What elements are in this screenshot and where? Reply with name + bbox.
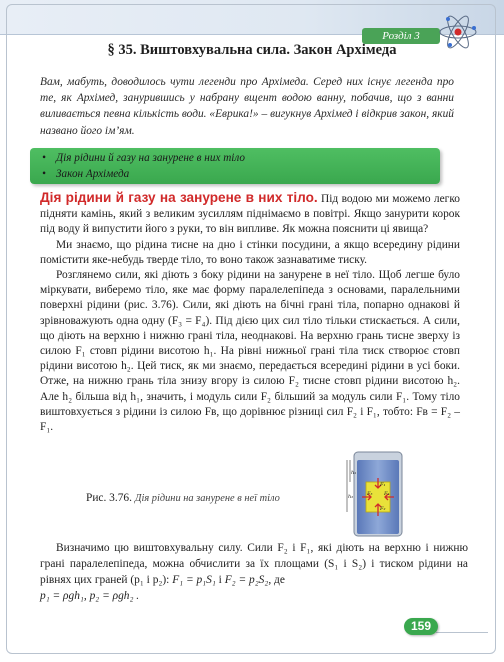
paragraph-text: Під водою ми можемо легко підняти камінь, який з великим зусиллям піднімаємо в повітрі. Якщо занурити корок під воду й випустити його з руки, то він випливе. Як можна пояснити ці явища? [40, 193, 460, 236]
h1-mark: h₁ [351, 470, 357, 476]
paragraph: Розглянемо сили, які діють з боку рідини на занурене в неї тіло. Щоб легше було міркувати, виберемо тіло, яке має форму паралелепіпеда з основами, паралельними поверхні рідини (рис. 3.76). Сили, які діють на бічні грані тіла, попарно однакові й зрівноважують одна одну (F₃ = F₄). Під дією цих сил тіло тільки стискається. А сили, що діють на верхню і нижню грані тіла, неоднакові. На верхню грань тисне зверху із силою F₁ стовп рідини висотою h₁. На рівні нижньої грані тіла тиск створює стовп рідини висотою h₂. Цей тиск, як ми знаємо, передається всередині рідини в усі боки. Отже, на нижню грань тіла знизу вгору із силою F₂ тисне стовп рідини висотою h₂. Але h₂ більша від h₁, значить, і модуль сили F₂ більший за модуль сили F₁. Тому тіло виштовхується з рідини із силою Fв, що дорівнює різниці сил F₂ і F₁, тобто: Fв = F₂ – F₁. [40, 269, 460, 434]
paragraph [40, 190, 460, 238]
page-number: 159 [404, 618, 438, 635]
topic-item: • Закон Архімеда [56, 166, 440, 182]
figure-immersed-body [346, 448, 410, 538]
f1-mark: F₁ [380, 482, 386, 488]
formula-p2: p₂ = ρgh₂ . [89, 590, 140, 602]
formula-p1: p₁ = ρgh₁, [40, 590, 87, 602]
formula-f1: F₁ = p₁S₁ [172, 574, 216, 586]
figure-label: Рис. 3.76. [86, 492, 132, 504]
topics-box [30, 148, 440, 184]
section-title: § 35. Виштовхувальна сила. Закон Архімеда [107, 42, 397, 58]
bottom-text [40, 540, 468, 604]
h2-mark: h₂ [348, 494, 354, 500]
topic-item: • Дія рідини й газу на занурене в них тіло [56, 150, 440, 166]
f3-mark: F₃ [367, 491, 373, 497]
body-text [40, 190, 460, 435]
paragraph [40, 588, 468, 604]
f2-mark: F₂ [380, 506, 386, 512]
connector: і [218, 574, 222, 586]
section-label: Розділ 3 [362, 28, 440, 44]
formula-tail: , де [268, 574, 285, 586]
intro-paragraph: Вам, мабуть, доводилось чути легенди про Архімеда. Серед них існує легенда про те, як Архімед, занурившись у набрану вщент водою ванну, побачив, що з ванни виливається певна кількість води. «Еврика!» – вигукнув Архімед і відкрив закон, який названо його ім’ям. [40, 76, 454, 137]
f4-mark: F₄ [384, 491, 390, 497]
paragraph-text: Визначимо цю виштовхувальну силу. Сили F₂ і F₁, які діють на верхню і нижню грані паралелепіпеда, можна обчислити за їх площами (S₁ і S₂) і тиском рідини на рівнях цих граней (p₁ і p₂): [40, 542, 468, 586]
figure-caption-text: Дія рідини на занурене в неї тіло [134, 493, 280, 504]
page-ornament [436, 622, 488, 633]
figure-caption [86, 492, 280, 504]
formula-f2: F₂ = p₂S₂ [224, 574, 269, 586]
subheading: Дія рідини й газу на занурене в них тіло. [40, 190, 318, 205]
paragraph [40, 540, 468, 588]
paragraph: Ми знаємо, що рідина тисне на дно і стінки посудини, а якщо всередину рідини помістити яке-небудь тверде тіло, то воно також зазнаватиме тиску. [40, 238, 460, 266]
